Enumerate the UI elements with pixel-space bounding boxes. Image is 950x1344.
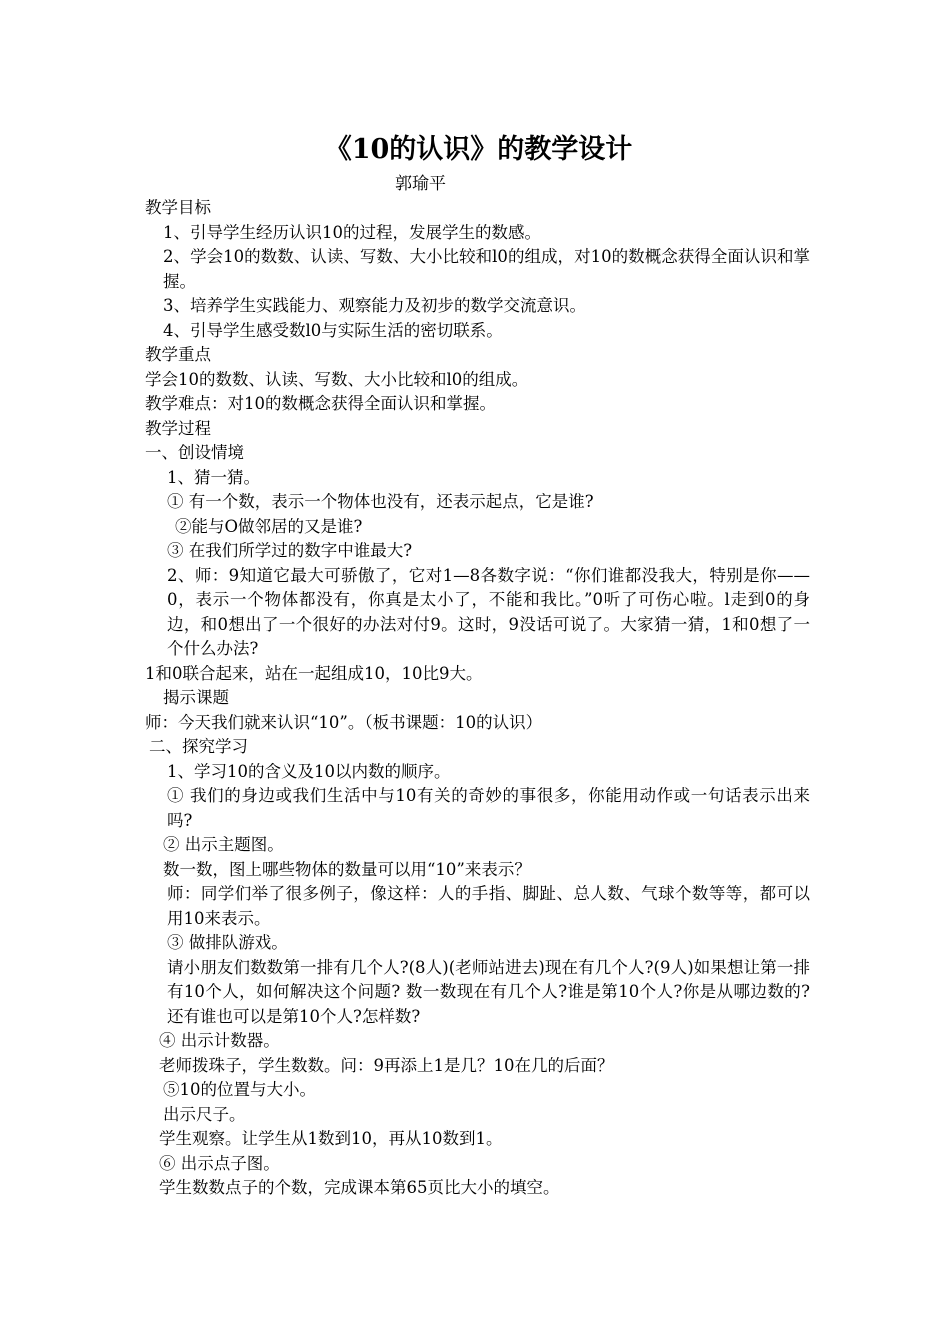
paragraph: 二、探究学习 xyxy=(149,737,248,756)
paragraph: ① 有一个数，表示一个物体也没有，还表示起点，它是谁? xyxy=(167,492,594,511)
paragraph: 3、培养学生实践能力、观察能力及初步的数学交流意识。 xyxy=(163,296,586,315)
paragraph: 1、猜一猜。 xyxy=(167,467,260,487)
paragraph: 学生观察。让学生从1数到10，再从10数到1。 xyxy=(159,1129,503,1148)
paragraph: 数一数，图上哪些物体的数量可以用“10”来表示？ xyxy=(163,859,531,879)
paragraph: ⑥ 出示点子图。 xyxy=(159,1153,280,1173)
document-body xyxy=(145,196,810,1201)
paragraph: 1和0联合起来，站在一起组成10，10比9大。 xyxy=(145,663,483,683)
document-author: 郭瑜平 xyxy=(395,174,446,194)
paragraph: ② 出示主题图。 xyxy=(163,835,284,854)
paragraph: 老师拨珠子，学生数数。问：9再添上1是几？10在几的后面？ xyxy=(159,1055,614,1075)
paragraph: 师：今天我们就来认识“10”。（板书课题：10的认识） xyxy=(145,712,543,732)
paragraph: 请小朋友们数数第一排有几个人?(8人)(老师站进去)现在有几个人?(9人)如果想让第一排有10个人，如何解决这个问题? 数一数现在有几个人?谁是第10个人?你是从哪边数的?还有谁也可以是第10个人?怎样数? xyxy=(167,957,810,1026)
paragraph: 1、学习10的含义及10以内数的顺序。 xyxy=(167,761,451,781)
paragraph: 学生数数点子的个数，完成课本第65页比大小的填空。 xyxy=(159,1178,560,1197)
paragraph: ① 我们的身边或我们生活中与10有关的奇妙的事很多，你能用动作或一句话表示出来吗? xyxy=(167,786,810,830)
paragraph: 1、引导学生经历认识10的过程，发展学生的数感。 xyxy=(163,222,541,242)
paragraph: ③ 在我们所学过的数字中谁最大? xyxy=(167,541,413,560)
document-title: 《10的认识》的教学设计 xyxy=(324,134,633,165)
paragraph: 2、学会10的数数、认读、写数、大小比较和l0的组成，对10的数概念获得全面认识和掌握。 xyxy=(163,247,810,291)
paragraph: ②能与O做邻居的又是谁? xyxy=(175,516,363,536)
paragraph: 教学目标 xyxy=(145,198,211,217)
paragraph: ④ 出示计数器。 xyxy=(159,1031,280,1050)
paragraph: 一、创设情境 xyxy=(145,443,244,462)
paragraph: 学会10的数数、认读、写数、大小比较和l0的组成。 xyxy=(145,369,529,389)
paragraph: 教学过程 xyxy=(145,418,211,438)
paragraph: ⑤10的位置与大小。 xyxy=(163,1080,316,1099)
paragraph: 教学难点：对10的数概念获得全面认识和掌握。 xyxy=(145,394,496,413)
paragraph: 教学重点 xyxy=(145,345,211,364)
paragraph: ③ 做排队游戏。 xyxy=(167,933,288,952)
paragraph: 揭示课题 xyxy=(163,688,229,707)
paragraph: 4、引导学生感受数l0与实际生活的密切联系。 xyxy=(163,320,503,340)
paragraph: 2、师：9知道它最大可骄傲了，它对1—8各数字说：“你们谁都没我大，特别是你——0，表示一个物体都没有，你真是太小了，不能和我比。”0听了可伤心啦。l走到0的身边，和0想出了一个很好的办法对付9。这时，9没话可说了。大家猜一猜，1和0想了一个什么办法? xyxy=(167,565,810,658)
paragraph: 师：同学们举了很多例子，像这样：人的手指、脚趾、总人数、气球个数等等，都可以用10来表示。 xyxy=(167,884,810,928)
paragraph: 出示尺子。 xyxy=(163,1104,246,1124)
document-page xyxy=(145,132,810,1201)
